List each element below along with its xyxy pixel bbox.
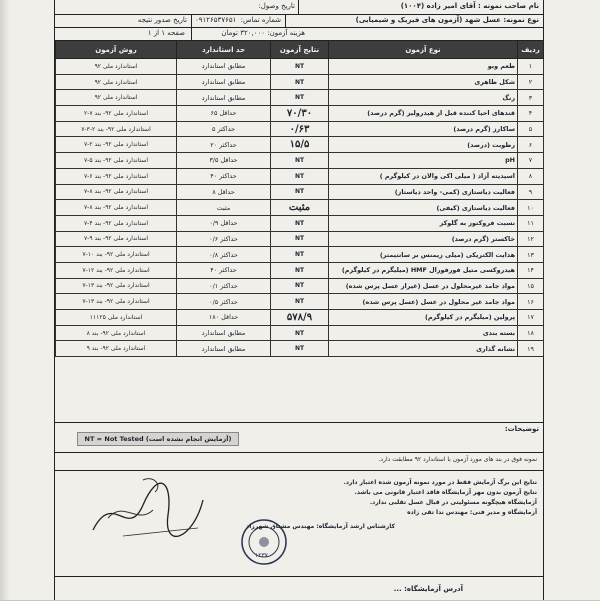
issue-date-label: تاریخ صدور نتیجه <box>137 16 187 24</box>
test-method: استاندارد ملی ۹۲- بند ۲-۳-۷ <box>56 121 177 137</box>
fee-label: هزینه آزمون: ۳۲۰,۰۰۰ تومان <box>221 29 305 37</box>
table-row <box>56 341 544 357</box>
rule-item: نتایج آزمون بدون مهر آزمایشگاه فاقد اعتبار قانونی می باشد. <box>354 489 537 496</box>
test-result: NT <box>271 247 329 263</box>
row-number: ۱۱ <box>518 215 544 231</box>
test-result: NT <box>271 184 329 200</box>
row-number: ۱۹ <box>518 341 544 357</box>
col-header-row-number: ردیف <box>518 41 544 59</box>
test-result: ۵۷۸/۹ <box>271 310 329 326</box>
standard-limit: حداقل ۶۵ <box>177 106 271 122</box>
test-results-table <box>55 40 544 357</box>
test-method: استاندارد ملی ۹۲- بند ۹ <box>56 341 177 357</box>
approval-text: کارشناس ارشد آزمایشگاه: مهندس مشتاق شهرزاد <box>246 523 395 530</box>
test-result: NT <box>271 278 329 294</box>
table-row <box>56 231 544 247</box>
test-name: هدایت الکتریکی (میلی زیمنس بر سانتیمتر) <box>329 247 518 263</box>
test-result: NT <box>271 74 329 90</box>
test-name: فعالیت دیاستازی (کمی- واحد دیاستاز) <box>329 184 518 200</box>
standard-limit: حداکثر ۰/۱ <box>177 278 271 294</box>
standard-limit: مطابق استاندارد <box>177 59 271 75</box>
test-result: NT <box>271 262 329 278</box>
test-method: استاندارد ملی ۹۲ <box>56 59 177 75</box>
col-header-test-type: نوع آزمون <box>329 41 518 59</box>
col-header-result: نتایج آزمون <box>271 41 329 59</box>
test-result: NT <box>271 59 329 75</box>
table-row <box>56 137 544 153</box>
row-number: ۱۸ <box>518 325 544 341</box>
approval-number: ۱۲۳۷ <box>255 552 268 559</box>
row-number: ۱ <box>518 59 544 75</box>
test-method: استاندارد ملی ۹۲- بند ۱۰-۷ <box>56 247 177 263</box>
notes-divider <box>55 452 543 453</box>
row-number: ۱۳ <box>518 247 544 263</box>
standard-limit: حداکثر ۴۰ <box>177 168 271 184</box>
test-method: استاندارد ملی ۱۱۱۲۵ <box>56 310 177 326</box>
row-number: ۹ <box>518 184 544 200</box>
table-row <box>56 247 544 263</box>
standard-limit: مطابق استاندارد <box>177 341 271 357</box>
row-number: ۱۶ <box>518 294 544 310</box>
table-row <box>56 106 544 122</box>
standard-limit: مطابق استاندارد <box>177 74 271 90</box>
test-method: استاندارد ملی ۹۲- بند ۸ <box>56 325 177 341</box>
test-name: نشانه گذاری <box>329 341 518 357</box>
header-row-sample <box>55 14 543 28</box>
table-row <box>56 278 544 294</box>
standard-limit: حداکثر ۴۰ <box>177 262 271 278</box>
test-result: NT <box>271 168 329 184</box>
rule-item: آزمایشگاه و مدیر فنی: مهندس ندا تقی زاده <box>407 509 537 516</box>
test-name: مواد جامد غیرمحلول در عسل (غیراز عسل پرس شده) <box>329 278 518 294</box>
footer-address <box>55 576 543 601</box>
standard-limit: حداقل ۳/۵ <box>177 153 271 169</box>
rule-item: آزمایشگاه هیچگونه مسئولیتی در قبال عسل تقلبی ندارد. <box>369 499 537 506</box>
row-number: ۸ <box>518 168 544 184</box>
row-number: ۶ <box>518 137 544 153</box>
table-row <box>56 153 544 169</box>
row-number: ۱۲ <box>518 231 544 247</box>
received-date-label: تاریخ وصول: <box>258 2 295 10</box>
test-result: ۰/۶۳ <box>271 121 329 137</box>
standard-limit: حداکثر ۲۰ <box>177 137 271 153</box>
table-row <box>56 74 544 90</box>
row-number: ۱۷ <box>518 310 544 326</box>
test-name: بسته بندی <box>329 325 518 341</box>
test-result: مثبت <box>271 200 329 216</box>
test-name: اسیدیته آزاد ( میلی اکی والان در کیلوگرم ) <box>329 168 518 184</box>
table-row <box>56 262 544 278</box>
table-row <box>56 121 544 137</box>
test-method: استاندارد ملی ۹۲- بند ۹-۷ <box>56 231 177 247</box>
test-method: استاندارد ملی ۹۲ <box>56 74 177 90</box>
test-name: رنگ <box>329 90 518 106</box>
test-result: NT <box>271 90 329 106</box>
address-label: آدرس آزمایشگاه: ... <box>393 585 463 593</box>
test-method: استاندارد ملی ۹۲- بند ۶-۷ <box>56 168 177 184</box>
test-name: قندهای احیا کننده قبل از هیدرولیز (گرم درصد) <box>329 106 518 122</box>
notes-summary: نمونه فوق در بند های مورد آزمون با استاندارد ۹۲ مطابقت دارد. <box>378 456 537 463</box>
table-row <box>56 59 544 75</box>
table-row <box>56 325 544 341</box>
test-name: فعالیت دیاستازی (کیفی) <box>329 200 518 216</box>
test-name: هیدروکسی متیل فورفورال HMF (میلیگرم در کیلوگرم) <box>329 262 518 278</box>
test-method: استاندارد ملی ۹۲ <box>56 90 177 106</box>
standard-limit: حداکثر ۵ <box>177 121 271 137</box>
header-row-fee <box>55 27 543 41</box>
test-name: شکل ظاهری <box>329 74 518 90</box>
rule-item: نتایج این برگ آزمایش فقط در مورد نمونه آزمون شده اعتبار دارد. <box>343 479 537 486</box>
nt-stamp: NT = Not Tested (آزمایش انجام نشده است) <box>77 432 239 446</box>
col-header-standard-limit: حد استاندارد <box>177 41 271 59</box>
header-row-owner <box>55 0 543 15</box>
test-name: خاکستر (گرم درصد) <box>329 231 518 247</box>
test-method: استاندارد ملی ۹۲- بند ۴-۷ <box>56 215 177 231</box>
handwritten-signature <box>83 470 213 545</box>
standard-limit: حداکثر ۰/۶ <box>177 231 271 247</box>
test-method: استاندارد ملی ۹۲- بند ۱۳-۷ <box>56 278 177 294</box>
table-row <box>56 215 544 231</box>
row-number: ۴ <box>518 106 544 122</box>
test-result: ۷۰/۳۰ <box>271 106 329 122</box>
test-result: NT <box>271 153 329 169</box>
row-number: ۱۵ <box>518 278 544 294</box>
table-row <box>56 200 544 216</box>
table-row <box>56 184 544 200</box>
page-shadow <box>0 0 10 600</box>
table-row <box>56 168 544 184</box>
sample-type-label: نوع نمونه: عسل شهد (آزمون های فیزیک و شیمیایی) <box>355 16 539 24</box>
test-method: استاندارد ملی ۹۲- بند ۸-۷ <box>56 200 177 216</box>
test-name: طعم وبو <box>329 59 518 75</box>
standard-limit: حداقل ۱۸۰ <box>177 310 271 326</box>
test-result: ۱۵/۵ <box>271 137 329 153</box>
test-method: استاندارد ملی ۹۲- بند ۷-۲ <box>56 106 177 122</box>
contact-value: ۰۹۱۲۶۵۳۷۶۵۱ <box>195 16 237 24</box>
owner-label: نام صاحب نمونه : آقای امیر زاده (۱۰۰۴) <box>400 2 539 10</box>
test-result: NT <box>271 231 329 247</box>
standard-limit: حداکثر ۰/۸ <box>177 247 271 263</box>
table-row <box>56 294 544 310</box>
test-method: استاندارد ملی ۹۲- بند ۸-۷ <box>56 184 177 200</box>
report-frame <box>54 0 544 600</box>
test-result: NT <box>271 215 329 231</box>
test-name: نسبت فروکتوز به گلوکز <box>329 215 518 231</box>
notes-label: توضیحات: <box>504 425 539 433</box>
row-number: ۵ <box>518 121 544 137</box>
table-header-row <box>56 41 544 59</box>
test-name: ساکارز (گرم درصد) <box>329 121 518 137</box>
contact-label: شماره تماس: <box>241 16 281 24</box>
row-number: ۲ <box>518 74 544 90</box>
test-method: استاندارد ملی ۹۲- بند ۱۲-۷ <box>56 262 177 278</box>
test-result: NT <box>271 325 329 341</box>
standard-limit: مطابق استاندارد <box>177 325 271 341</box>
test-name: رطوبت (درصد) <box>329 137 518 153</box>
col-header-test-method: روش آزمون <box>56 41 177 59</box>
test-method: استاندارد ملی ۹۲- بند ۵-۷ <box>56 153 177 169</box>
test-name: پرولین (میلیگرم در کیلوگرم) <box>329 310 518 326</box>
standard-limit: مثبت <box>177 200 271 216</box>
standard-limit: حداقل ۸ <box>177 184 271 200</box>
table-row <box>56 310 544 326</box>
table-row <box>56 90 544 106</box>
test-result: NT <box>271 294 329 310</box>
test-name: pH <box>329 153 518 169</box>
row-number: ۷ <box>518 153 544 169</box>
standard-limit: حداکثر ۰/۵ <box>177 294 271 310</box>
page-label: صفحه ۱ از ۱ <box>147 29 185 37</box>
row-number: ۱۴ <box>518 262 544 278</box>
test-name: مواد جامد غیر محلول در عسل (عسل پرس شده) <box>329 294 518 310</box>
test-method: استاندارد ملی ۹۲- بند ۲-۷ <box>56 137 177 153</box>
test-result: NT <box>271 341 329 357</box>
test-method: استاندارد ملی ۹۲- بند ۱۳-۷ <box>56 294 177 310</box>
standard-limit: مطابق استاندارد <box>177 90 271 106</box>
row-number: ۳ <box>518 90 544 106</box>
row-number: ۱۰ <box>518 200 544 216</box>
standard-limit: حداقل ۰/۹ <box>177 215 271 231</box>
